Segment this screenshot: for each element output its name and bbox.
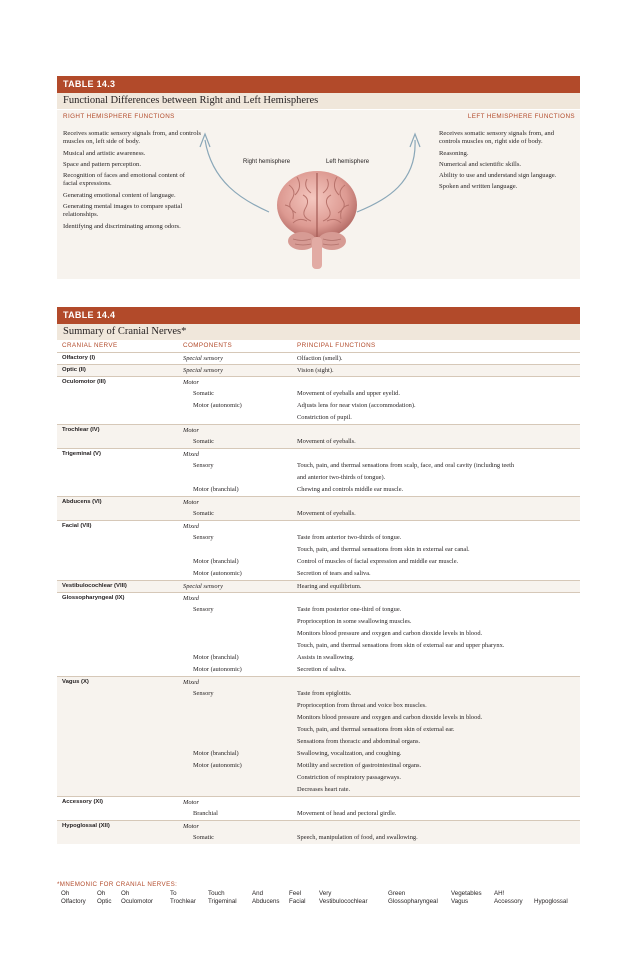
right-hemisphere-label: Right hemisphere bbox=[243, 159, 291, 165]
cranial-nerve-name bbox=[57, 568, 183, 580]
table-row bbox=[57, 436, 580, 448]
table-row bbox=[57, 820, 580, 832]
nerve-component: Sensory bbox=[193, 606, 214, 613]
table-row bbox=[57, 520, 580, 532]
mnemonic-nerve: Oculomotor bbox=[121, 898, 153, 905]
cranial-nerve-name: Abducens (VI) bbox=[57, 496, 183, 508]
nerve-component: Branchial bbox=[193, 810, 218, 817]
right-hemisphere-function-item: Generating mental images to compare spatial relationships. bbox=[63, 203, 183, 219]
mnemonic-pair bbox=[534, 890, 568, 906]
nerve-component: Sensory bbox=[183, 688, 297, 700]
nerve-component bbox=[183, 736, 297, 748]
mnemonic-word: Oh bbox=[61, 890, 70, 897]
cranial-nerve-name bbox=[57, 700, 183, 712]
mnemonic-nerve: Trochlear bbox=[170, 898, 196, 905]
table-row bbox=[57, 544, 580, 556]
table-row bbox=[57, 556, 580, 568]
table-row bbox=[57, 712, 580, 724]
principal-function: Proprioception from throat and voice box muscles. bbox=[297, 700, 580, 712]
table-row bbox=[57, 568, 580, 580]
principal-function: Decreases heart rate. bbox=[297, 784, 580, 796]
cranial-nerve-name: Olfactory (I) bbox=[57, 352, 183, 364]
nerve-component: Motor (autonomic) bbox=[183, 760, 297, 772]
principal-function: Assists in swallowing. bbox=[297, 654, 355, 661]
cranial-nerve-name bbox=[57, 484, 183, 496]
right-hemisphere-heading: RIGHT HEMISPHERE FUNCTIONS bbox=[63, 113, 175, 120]
principal-function bbox=[297, 520, 580, 532]
table-14-3-title: Functional Differences between Right and Left Hemispheres bbox=[57, 93, 580, 109]
mnemonic-word: Very bbox=[319, 890, 332, 897]
mnemonic-nerve: Vestibulocochlear bbox=[319, 898, 368, 905]
table-row bbox=[57, 352, 580, 364]
principal-function bbox=[297, 676, 580, 688]
principal-function: Sensations from thoracic and abdominal organs. bbox=[297, 736, 580, 748]
cranial-nerve-name bbox=[57, 832, 183, 844]
cranial-nerve-name bbox=[57, 460, 183, 472]
cranial-nerve-name: Facial (VII) bbox=[57, 520, 183, 532]
nerve-component bbox=[183, 628, 297, 640]
nerve-component: Motor bbox=[183, 424, 297, 436]
left-hemisphere-function-item: Receives somatic sensory signals from, and controls muscles on, right side of body. bbox=[439, 130, 554, 146]
mnemonic-word: Oh bbox=[121, 890, 130, 897]
principal-function: Movement of head and pectoral girdle. bbox=[297, 810, 397, 817]
table-row bbox=[57, 796, 580, 808]
principal-function bbox=[297, 496, 580, 508]
mnemonic-pair bbox=[289, 890, 306, 906]
principal-function: Secretion of tears and saliva. bbox=[297, 570, 371, 577]
cranial-nerve-name bbox=[57, 652, 183, 664]
principal-function: Hearing and equilibrium. bbox=[297, 580, 580, 592]
nerve-component bbox=[183, 640, 297, 652]
column-header-nerve: CRANIAL NERVE bbox=[57, 340, 183, 352]
cranial-nerve-name bbox=[57, 688, 183, 700]
nerve-component: Sensory bbox=[193, 534, 214, 541]
table-row bbox=[57, 772, 580, 784]
table-row bbox=[57, 736, 580, 748]
cranial-nerve-name bbox=[57, 604, 183, 616]
nerve-component bbox=[183, 724, 297, 736]
brain-icon bbox=[267, 165, 367, 275]
mnemonic-nerve: Hypoglossal bbox=[534, 898, 568, 905]
table-row bbox=[57, 808, 580, 820]
mnemonic-word: To bbox=[170, 890, 177, 897]
principal-function bbox=[297, 820, 580, 832]
cranial-nerve-name bbox=[57, 772, 183, 784]
cranial-nerve-name: Hypoglossal (XII) bbox=[57, 820, 183, 832]
cranial-nerve-name: Trigeminal (V) bbox=[57, 448, 183, 460]
principal-function: Speech, manipulation of food, and swallowing. bbox=[297, 832, 580, 844]
principal-function: Taste from posterior one-third of tongue. bbox=[297, 606, 402, 613]
principal-function: Taste from epiglottis. bbox=[297, 688, 580, 700]
cranial-nerve-name: Oculomotor (III) bbox=[57, 376, 183, 388]
principal-function: Swallowing, vocalization, and coughing. bbox=[297, 748, 580, 760]
cranial-nerve-name bbox=[57, 760, 183, 772]
table-row bbox=[57, 676, 580, 688]
nerve-component: Special sensory bbox=[183, 352, 297, 364]
mnemonic-nerve: Glossopharyngeal bbox=[388, 898, 438, 905]
mnemonic-word: AH! bbox=[494, 890, 505, 897]
nerve-component bbox=[183, 616, 297, 628]
table-14-3-label: TABLE 14.3 bbox=[57, 76, 580, 93]
nerve-component: Somatic bbox=[183, 832, 297, 844]
mnemonic-word: Vegetables bbox=[451, 890, 482, 897]
hemisphere-panel bbox=[57, 110, 580, 279]
mnemonic-nerve: Olfactory bbox=[61, 898, 86, 905]
principal-function: Chewing and controls middle ear muscle. bbox=[297, 486, 404, 493]
table-row bbox=[57, 580, 580, 592]
principal-function: Touch, pain, and thermal sensations from skin of external ear. bbox=[297, 724, 580, 736]
mnemonic-pair bbox=[121, 890, 153, 906]
principal-function bbox=[297, 448, 580, 460]
principal-function: Vision (sight). bbox=[297, 364, 580, 376]
nerve-component: Somatic bbox=[193, 390, 214, 397]
table-row bbox=[57, 400, 580, 412]
nerve-component: Somatic bbox=[183, 436, 297, 448]
mnemonic-pair bbox=[208, 890, 237, 906]
table-row bbox=[57, 388, 580, 400]
principal-function: Touch, pain, and thermal sensations from skin of external ear and upper pharynx. bbox=[297, 642, 505, 649]
left-hemisphere-label: Left hemisphere bbox=[326, 159, 370, 165]
principal-function: Control of muscles of facial expression and middle ear muscle. bbox=[297, 558, 459, 565]
nerve-component: Sensory bbox=[193, 462, 214, 469]
table-row bbox=[57, 640, 580, 652]
mnemonic-word: And bbox=[252, 890, 264, 897]
cranial-nerve-name bbox=[57, 388, 183, 400]
nerve-component: Motor (autonomic) bbox=[193, 570, 242, 577]
table-row bbox=[57, 424, 580, 436]
nerve-component: Motor (autonomic) bbox=[193, 402, 242, 409]
mnemonic-nerve: Abducens bbox=[252, 898, 280, 905]
mnemonic-word: Green bbox=[388, 890, 406, 897]
table-row bbox=[57, 724, 580, 736]
principal-function: Touch, pain, and thermal sensations from scalp, face, and oral cavity (including teeth bbox=[297, 462, 515, 469]
nerve-component bbox=[183, 784, 297, 796]
table-row bbox=[57, 472, 580, 484]
principal-function: Movement of eyeballs and upper eyelid. bbox=[297, 390, 400, 397]
mnemonic-heading: *MNEMONIC FOR CRANIAL NERVES: bbox=[57, 881, 178, 888]
right-hemisphere-function-item: Identifying and discriminating among odors. bbox=[63, 222, 181, 230]
nerve-component bbox=[183, 700, 297, 712]
mnemonic-nerve: Accessory bbox=[494, 898, 523, 905]
cranial-nerve-name bbox=[57, 712, 183, 724]
table-row bbox=[57, 364, 580, 376]
principal-function bbox=[297, 592, 580, 604]
nerve-component: Motor (branchial) bbox=[193, 558, 239, 565]
table-row bbox=[57, 604, 580, 616]
cranial-nerve-name bbox=[57, 472, 183, 484]
table-row bbox=[57, 376, 580, 388]
mnemonic-nerve: Vagus bbox=[451, 898, 469, 905]
column-header-functions: PRINCIPAL FUNCTIONS bbox=[297, 340, 580, 352]
nerve-component bbox=[183, 772, 297, 784]
principal-function: and anterior two-thirds of tongue). bbox=[297, 474, 386, 481]
principal-function bbox=[297, 424, 580, 436]
cranial-nerve-name bbox=[57, 556, 183, 568]
principal-function: Constriction of respiratory passageways. bbox=[297, 772, 580, 784]
cranial-nerve-name bbox=[57, 412, 183, 424]
mnemonic-word: Feel bbox=[289, 890, 302, 897]
principal-function: Movement of eyeballs. bbox=[297, 436, 580, 448]
nerve-component: Motor bbox=[183, 796, 297, 808]
cranial-nerve-name bbox=[57, 508, 183, 520]
cranial-nerves-table bbox=[57, 340, 580, 844]
table-row bbox=[57, 760, 580, 772]
nerve-component: Somatic bbox=[183, 508, 297, 520]
cranial-nerve-name bbox=[57, 808, 183, 820]
table-row bbox=[57, 496, 580, 508]
table-row bbox=[57, 628, 580, 640]
nerve-component bbox=[183, 412, 297, 424]
principal-function: Movement of eyeballs. bbox=[297, 508, 580, 520]
nerve-component: Motor bbox=[183, 820, 297, 832]
mnemonic-pair bbox=[494, 890, 523, 906]
right-hemisphere-function-item: Receives somatic sensory signals from, and controls muscles on, left side of body. bbox=[63, 130, 201, 146]
right-hemisphere-function-item: Generating emotional content of language. bbox=[63, 191, 176, 199]
nerve-component: Special sensory bbox=[183, 364, 297, 376]
mnemonic-pair bbox=[61, 890, 86, 906]
left-hemisphere-function-item: Numerical and scientific skills. bbox=[439, 160, 522, 168]
table-row bbox=[57, 460, 580, 472]
cranial-nerve-name bbox=[57, 736, 183, 748]
right-hemisphere-function-item: Recognition of faces and emotional content of facial expressions. bbox=[63, 172, 185, 188]
principal-function bbox=[297, 796, 580, 808]
nerve-component: Mixed bbox=[183, 592, 297, 604]
mnemonic-pair bbox=[451, 890, 482, 906]
nerve-component: Motor (branchial) bbox=[193, 654, 239, 661]
mnemonic-pair bbox=[170, 890, 196, 906]
table-row bbox=[57, 748, 580, 760]
column-header-components: COMPONENTS bbox=[183, 340, 297, 352]
cranial-nerve-name bbox=[57, 400, 183, 412]
nerve-component: Mixed bbox=[183, 520, 297, 532]
nerve-component bbox=[183, 472, 297, 484]
nerve-component: Mixed bbox=[183, 676, 297, 688]
right-hemisphere-function-item: Space and pattern perception. bbox=[63, 160, 141, 168]
left-hemisphere-function-item: Spoken and written language. bbox=[439, 183, 518, 191]
table-row bbox=[57, 784, 580, 796]
cranial-nerve-name: Trochlear (IV) bbox=[57, 424, 183, 436]
principal-function: Constriction of pupil. bbox=[297, 414, 352, 421]
cranial-nerve-name bbox=[57, 628, 183, 640]
cranial-nerve-name bbox=[57, 784, 183, 796]
table-14-4-title: Summary of Cranial Nerves* bbox=[57, 324, 580, 340]
table-row bbox=[57, 688, 580, 700]
principal-function: Olfaction (smell). bbox=[297, 352, 580, 364]
principal-function: Proprioception in some swallowing muscles. bbox=[297, 618, 412, 625]
cranial-nerve-name bbox=[57, 748, 183, 760]
table-row bbox=[57, 616, 580, 628]
principal-function: Motility and secretion of gastrointestinal organs. bbox=[297, 760, 580, 772]
nerve-component: Motor bbox=[183, 496, 297, 508]
nerve-component: Special sensory bbox=[183, 580, 297, 592]
cranial-nerve-name bbox=[57, 616, 183, 628]
table-header-row bbox=[57, 340, 580, 352]
principal-function bbox=[297, 376, 580, 388]
table-14-4-label: TABLE 14.4 bbox=[57, 307, 580, 324]
principal-function: Monitors blood pressure and oxygen and carbon dioxide levels in blood. bbox=[297, 630, 483, 637]
mnemonic-word bbox=[534, 890, 568, 898]
nerve-component: Motor (branchial) bbox=[193, 486, 239, 493]
mnemonic-nerve: Trigeminal bbox=[208, 898, 237, 905]
nerve-component: Motor bbox=[183, 376, 297, 388]
cranial-nerve-name bbox=[57, 532, 183, 544]
table-row bbox=[57, 700, 580, 712]
nerve-component: Mixed bbox=[183, 448, 297, 460]
table-row bbox=[57, 592, 580, 604]
right-hemisphere-function-item: Musical and artistic awareness. bbox=[63, 149, 146, 157]
table-row bbox=[57, 448, 580, 460]
table-row bbox=[57, 832, 580, 844]
nerve-component bbox=[183, 544, 297, 556]
mnemonic-word: Oh bbox=[97, 890, 106, 897]
table-row bbox=[57, 484, 580, 496]
left-hemisphere-function-item: Ability to use and understand sign language. bbox=[439, 172, 557, 180]
principal-function: Adjusts lens for near vision (accommodation). bbox=[297, 402, 416, 409]
table-row bbox=[57, 652, 580, 664]
cranial-nerve-name: Accessory (XI) bbox=[57, 796, 183, 808]
table-row bbox=[57, 508, 580, 520]
mnemonic-pair bbox=[388, 890, 438, 906]
cranial-nerve-name bbox=[57, 544, 183, 556]
mnemonic-nerve: Facial bbox=[289, 898, 306, 905]
nerve-component bbox=[183, 712, 297, 724]
cranial-nerve-name bbox=[57, 436, 183, 448]
cranial-nerve-name bbox=[57, 664, 183, 676]
cranial-nerve-name bbox=[57, 640, 183, 652]
table-row bbox=[57, 664, 580, 676]
mnemonic-nerve: Optic bbox=[97, 898, 112, 905]
cranial-nerve-name: Vagus (X) bbox=[57, 676, 183, 688]
nerve-component: Motor (autonomic) bbox=[193, 666, 242, 673]
table-row bbox=[57, 532, 580, 544]
nerve-component: Motor (branchial) bbox=[183, 748, 297, 760]
cranial-nerve-name bbox=[57, 724, 183, 736]
principal-function: Touch, pain, and thermal sensations from skin in external ear canal. bbox=[297, 546, 470, 553]
left-hemisphere-function-item: Reasoning. bbox=[439, 149, 469, 157]
cranial-nerve-name: Vestibulocochlear (VIII) bbox=[57, 580, 183, 592]
mnemonic-word: Touch bbox=[208, 890, 225, 897]
mnemonic-pair bbox=[252, 890, 280, 906]
cranial-nerve-name: Optic (II) bbox=[57, 364, 183, 376]
cranial-nerve-name: Glossopharyngeal (IX) bbox=[57, 592, 183, 604]
principal-function: Secretion of saliva. bbox=[297, 666, 347, 673]
left-hemisphere-heading: LEFT HEMISPHERE FUNCTIONS bbox=[467, 113, 575, 120]
table-row bbox=[57, 412, 580, 424]
principal-function: Monitors blood pressure and oxygen and carbon dioxide levels in blood. bbox=[297, 712, 580, 724]
mnemonic-pair bbox=[319, 890, 368, 906]
principal-function: Taste from anterior two-thirds of tongue. bbox=[297, 534, 402, 541]
mnemonic-pair bbox=[97, 890, 111, 906]
